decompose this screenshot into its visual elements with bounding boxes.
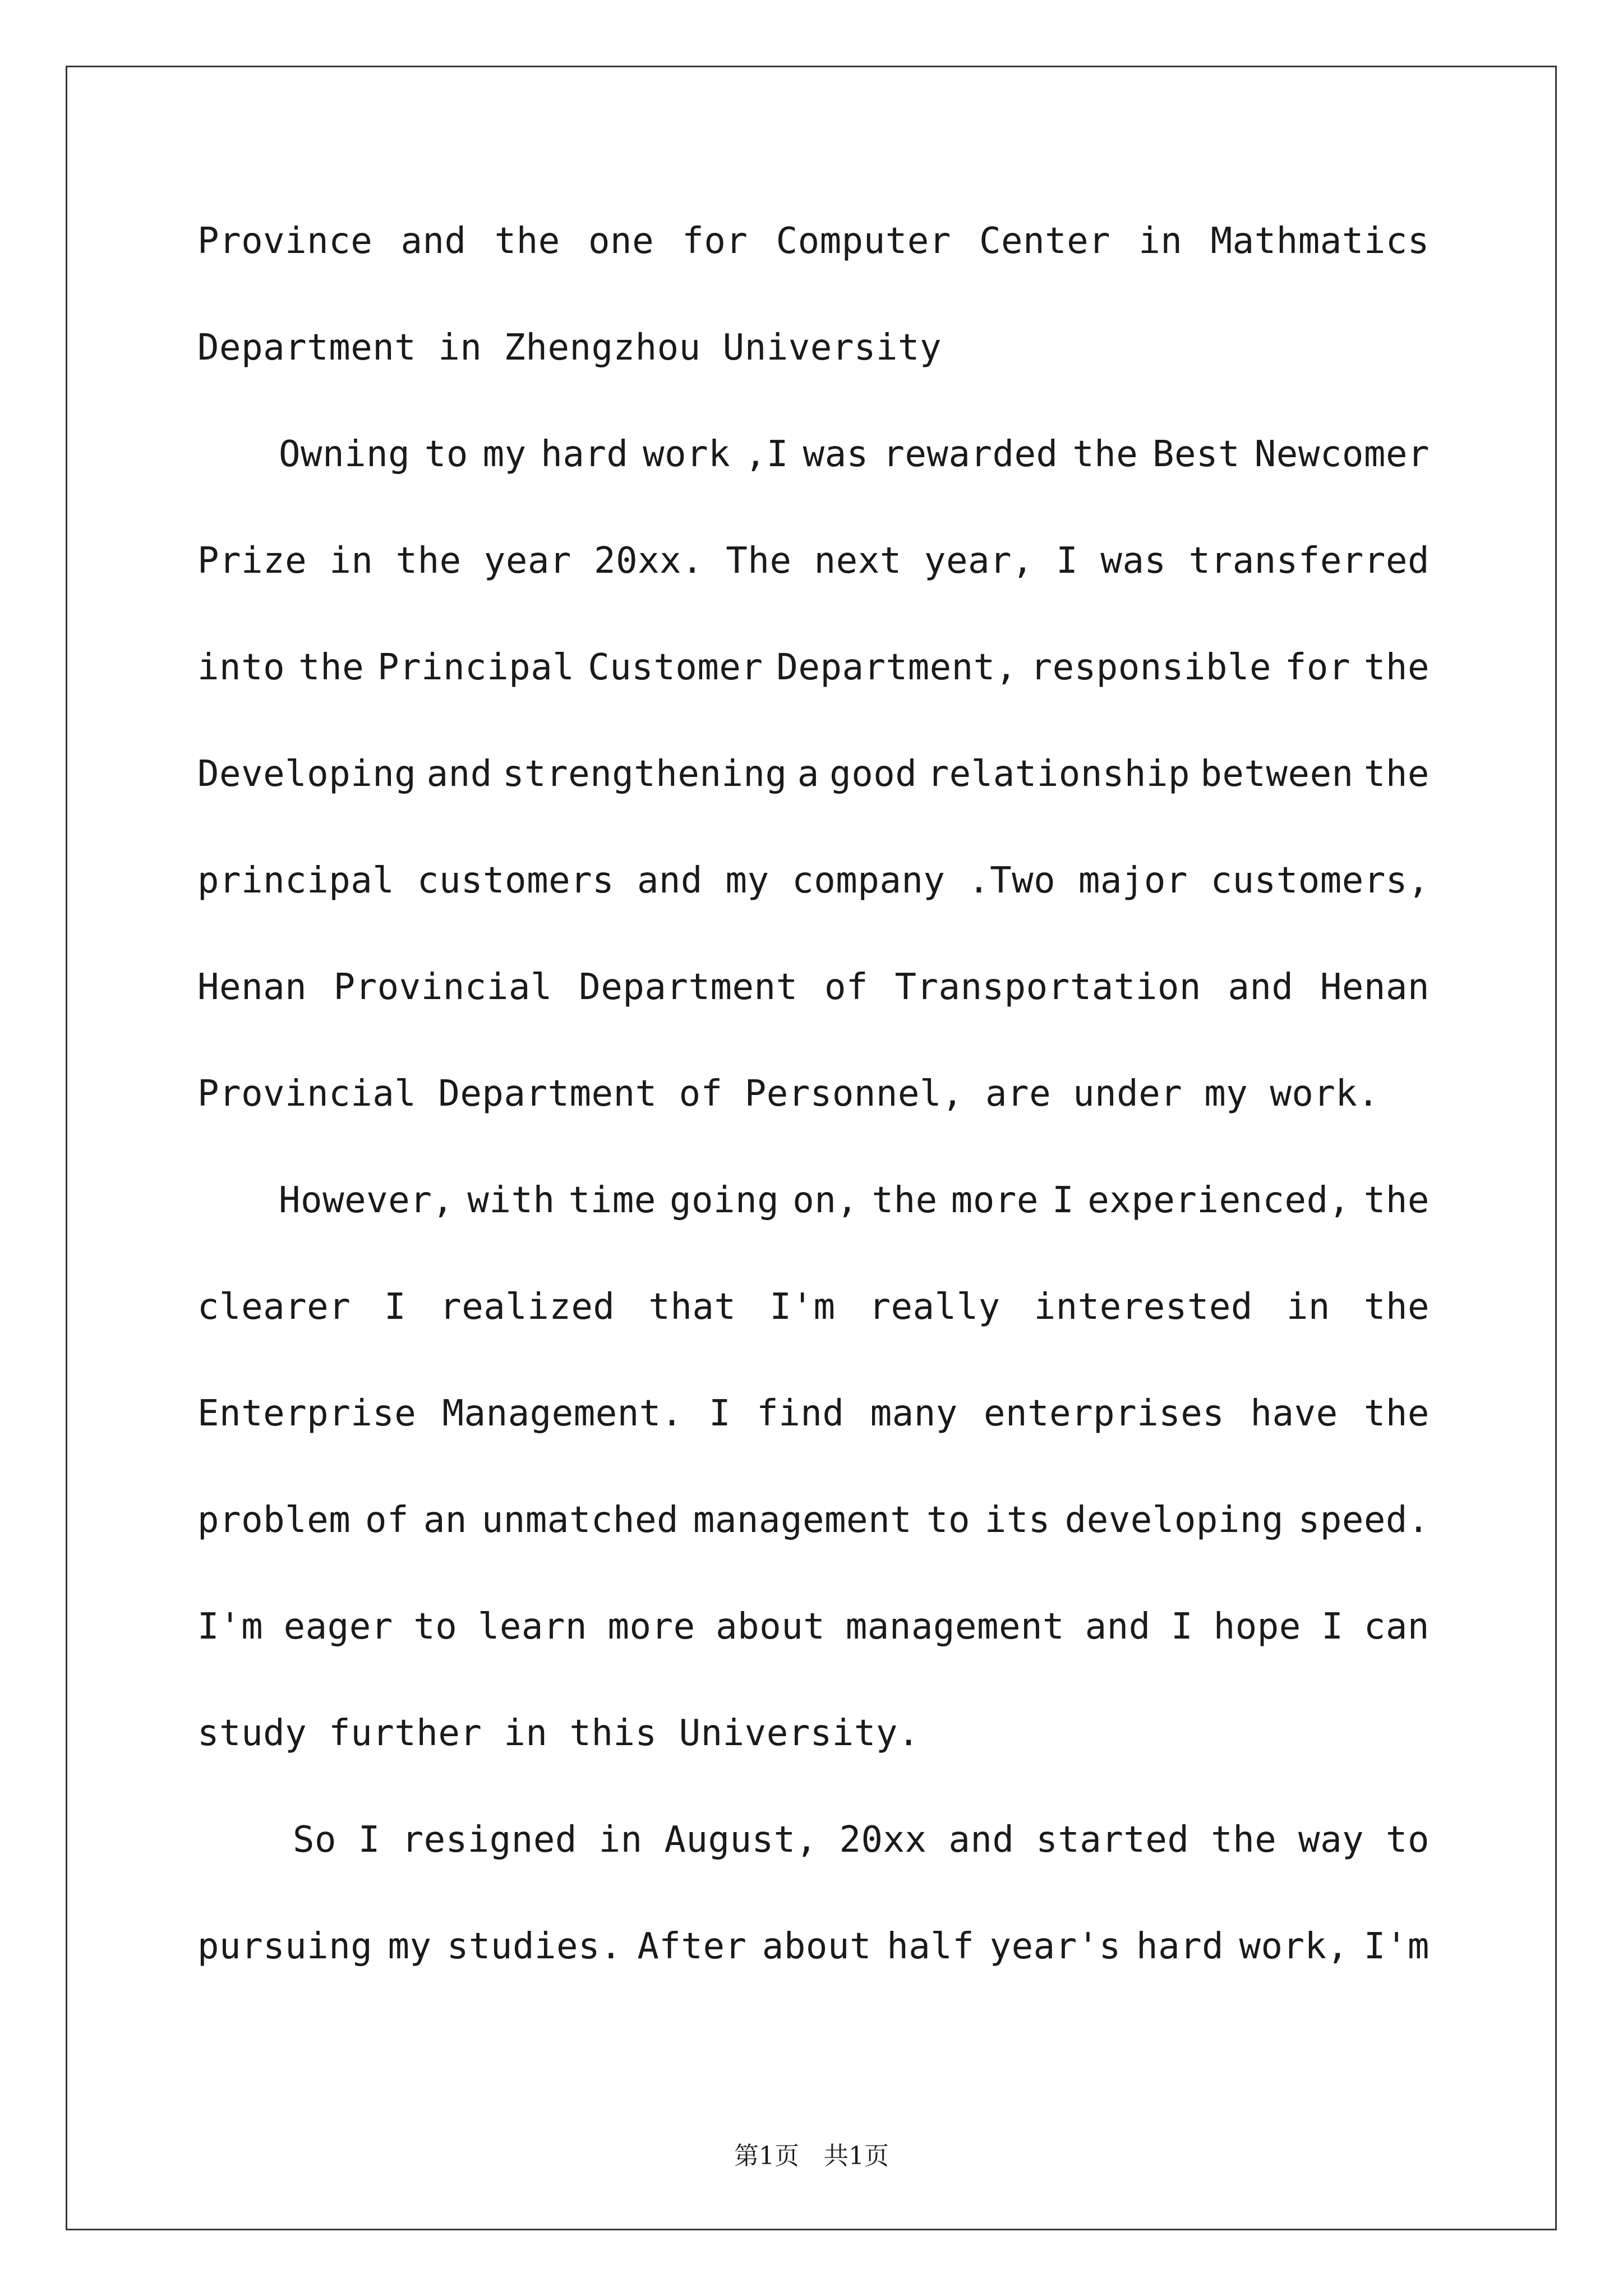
word: Enterprise xyxy=(197,1393,417,1434)
text-line xyxy=(197,1819,1430,1929)
word: time xyxy=(568,1180,656,1221)
word: eager xyxy=(283,1606,393,1648)
word: company xyxy=(792,860,946,901)
word: Computer xyxy=(776,220,951,262)
word: under xyxy=(1073,1073,1183,1115)
word: can xyxy=(1363,1606,1430,1648)
word: 20xx. xyxy=(594,540,704,582)
word: on, xyxy=(792,1180,859,1221)
word: Henan xyxy=(197,967,307,1008)
word: many xyxy=(870,1393,958,1434)
word: study xyxy=(197,1713,307,1754)
word: I'm xyxy=(1363,1926,1430,1967)
word: Management. xyxy=(442,1393,683,1434)
word: in xyxy=(329,540,374,582)
word: in xyxy=(1138,220,1183,262)
word: interested xyxy=(1034,1286,1253,1328)
word: relationship xyxy=(927,753,1190,795)
word: clearer xyxy=(197,1286,351,1328)
word: Department xyxy=(197,327,417,369)
word: the xyxy=(298,647,365,688)
text-line xyxy=(197,969,1430,1076)
word: year xyxy=(483,540,571,582)
word: my xyxy=(725,860,769,901)
word: developing xyxy=(1064,1499,1284,1541)
word: I xyxy=(384,1286,407,1328)
word: 20xx xyxy=(839,1819,927,1861)
word: hope xyxy=(1213,1606,1301,1648)
word: the xyxy=(1363,1393,1430,1434)
word: work. xyxy=(1270,1073,1380,1115)
word: Personnel, xyxy=(744,1073,963,1115)
text-line xyxy=(197,1073,1430,1182)
word: University xyxy=(722,327,942,369)
word: about xyxy=(716,1606,826,1648)
word: principal xyxy=(197,860,395,901)
word: Department xyxy=(438,1073,657,1115)
word: Center xyxy=(979,220,1111,262)
document-body xyxy=(197,220,1430,2035)
word: into xyxy=(197,647,285,688)
word: I xyxy=(358,1819,380,1861)
word: my xyxy=(388,1926,432,1967)
word: one xyxy=(588,220,654,262)
word: more xyxy=(951,1180,1039,1221)
word: problem xyxy=(197,1499,351,1541)
word: Provincial xyxy=(197,1073,417,1115)
word: the xyxy=(1363,647,1430,688)
word: for xyxy=(1284,647,1350,688)
word: and xyxy=(637,860,703,901)
word: and xyxy=(1085,1606,1151,1648)
text-line xyxy=(197,647,1430,756)
word: I xyxy=(1321,1606,1344,1648)
word: a xyxy=(797,753,819,795)
word: in xyxy=(438,327,482,369)
text-line xyxy=(197,220,1430,330)
word: more xyxy=(607,1606,695,1648)
word: work, xyxy=(1239,1926,1349,1967)
word: I xyxy=(1052,1180,1075,1221)
word: in xyxy=(504,1713,548,1754)
word: the xyxy=(1363,1180,1430,1221)
word: and xyxy=(400,220,467,262)
word: the xyxy=(494,220,560,262)
word: next xyxy=(814,540,902,582)
word: hard xyxy=(541,434,629,475)
word: the xyxy=(1363,753,1430,795)
word: responsible xyxy=(1030,647,1271,688)
word: Department, xyxy=(776,647,1017,688)
word: the xyxy=(1211,1819,1277,1861)
word: hard xyxy=(1136,1926,1224,1967)
word: Transportation xyxy=(895,967,1201,1008)
word: The xyxy=(726,540,792,582)
word: Owning xyxy=(279,434,411,475)
word: After xyxy=(637,1926,747,1967)
word: work xyxy=(643,434,731,475)
word: about xyxy=(762,1926,872,1967)
word: I xyxy=(1056,540,1078,582)
word: Prize xyxy=(197,540,307,582)
word: started xyxy=(1036,1819,1189,1861)
word: I xyxy=(1171,1606,1193,1648)
text-line xyxy=(197,860,1430,969)
word: was xyxy=(1100,540,1166,582)
text-line xyxy=(197,1715,1430,1822)
word: the xyxy=(1072,434,1138,475)
word: going xyxy=(669,1180,780,1221)
word: way xyxy=(1298,1819,1364,1861)
text-line xyxy=(197,436,1430,543)
word: the xyxy=(872,1180,938,1221)
word: So xyxy=(293,1819,337,1861)
word: management xyxy=(845,1606,1065,1648)
text-line xyxy=(197,327,1430,436)
word: pursuing xyxy=(197,1926,373,1967)
word: I xyxy=(709,1393,731,1434)
word: was xyxy=(803,434,869,475)
word: Mathmatics xyxy=(1210,220,1430,262)
page-footer: 第1页 共1页 xyxy=(734,2142,889,2170)
word: Provincial xyxy=(333,967,552,1008)
word: half xyxy=(887,1926,975,1967)
word: enterprises xyxy=(983,1393,1225,1434)
word: its xyxy=(984,1499,1050,1541)
word: have xyxy=(1250,1393,1338,1434)
word: Province xyxy=(197,220,373,262)
word: major xyxy=(1078,860,1188,901)
word: customers, xyxy=(1210,860,1430,901)
text-line xyxy=(197,1393,1430,1502)
text-line xyxy=(197,753,1430,863)
word: .Two xyxy=(968,860,1056,901)
word: to xyxy=(424,434,468,475)
word: management xyxy=(693,1499,912,1541)
word: customers xyxy=(417,860,615,901)
word: of xyxy=(365,1499,409,1541)
word: the xyxy=(1363,1286,1430,1328)
word: my xyxy=(1204,1073,1248,1115)
word: with xyxy=(467,1180,555,1221)
word: to xyxy=(1385,1819,1430,1861)
word: August, xyxy=(664,1819,818,1861)
text-line xyxy=(197,1499,1430,1609)
word: Henan xyxy=(1320,967,1430,1008)
text-line xyxy=(197,1926,1430,2035)
word: year, xyxy=(924,540,1034,582)
text-line xyxy=(197,1606,1430,1715)
word: this xyxy=(569,1713,657,1754)
word: I'm xyxy=(197,1606,264,1648)
word: to xyxy=(926,1499,970,1541)
word: my xyxy=(482,434,527,475)
word: University. xyxy=(679,1713,920,1754)
word: of xyxy=(824,967,869,1008)
word: transferred xyxy=(1188,540,1430,582)
text-line xyxy=(197,540,1430,650)
word: Principal xyxy=(377,647,575,688)
word: in xyxy=(598,1819,643,1861)
word: Customer xyxy=(588,647,763,688)
word: strengthening xyxy=(502,753,787,795)
word: Developing xyxy=(197,753,417,795)
word: learn xyxy=(477,1606,587,1648)
word: find xyxy=(757,1393,845,1434)
word: of xyxy=(679,1073,723,1115)
word: to xyxy=(413,1606,458,1648)
word: further xyxy=(329,1713,482,1754)
word: the xyxy=(395,540,462,582)
word: are xyxy=(985,1073,1052,1115)
word: I'm xyxy=(769,1286,836,1328)
text-line xyxy=(197,1182,1430,1289)
word: Department xyxy=(579,967,798,1008)
word: good xyxy=(829,753,917,795)
word: between xyxy=(1200,753,1354,795)
word: Zhengzhou xyxy=(504,327,701,369)
word: that xyxy=(648,1286,736,1328)
word: resigned xyxy=(402,1819,577,1861)
word: realized xyxy=(440,1286,615,1328)
word: Newcomer xyxy=(1254,434,1430,475)
word: year's xyxy=(989,1926,1121,1967)
word: and xyxy=(426,753,492,795)
word: and xyxy=(948,1819,1015,1861)
word: Best xyxy=(1152,434,1241,475)
word: ,I xyxy=(744,434,789,475)
word: speed. xyxy=(1298,1499,1430,1541)
text-line xyxy=(197,1286,1430,1396)
word: an xyxy=(423,1499,467,1541)
word: really xyxy=(869,1286,1000,1328)
word: and xyxy=(1228,967,1294,1008)
word: rewarded xyxy=(883,434,1058,475)
word: for xyxy=(682,220,748,262)
word: experienced, xyxy=(1087,1180,1350,1221)
word: studies. xyxy=(446,1926,623,1967)
word: in xyxy=(1286,1286,1330,1328)
word: However, xyxy=(279,1180,454,1221)
word: unmatched xyxy=(481,1499,679,1541)
